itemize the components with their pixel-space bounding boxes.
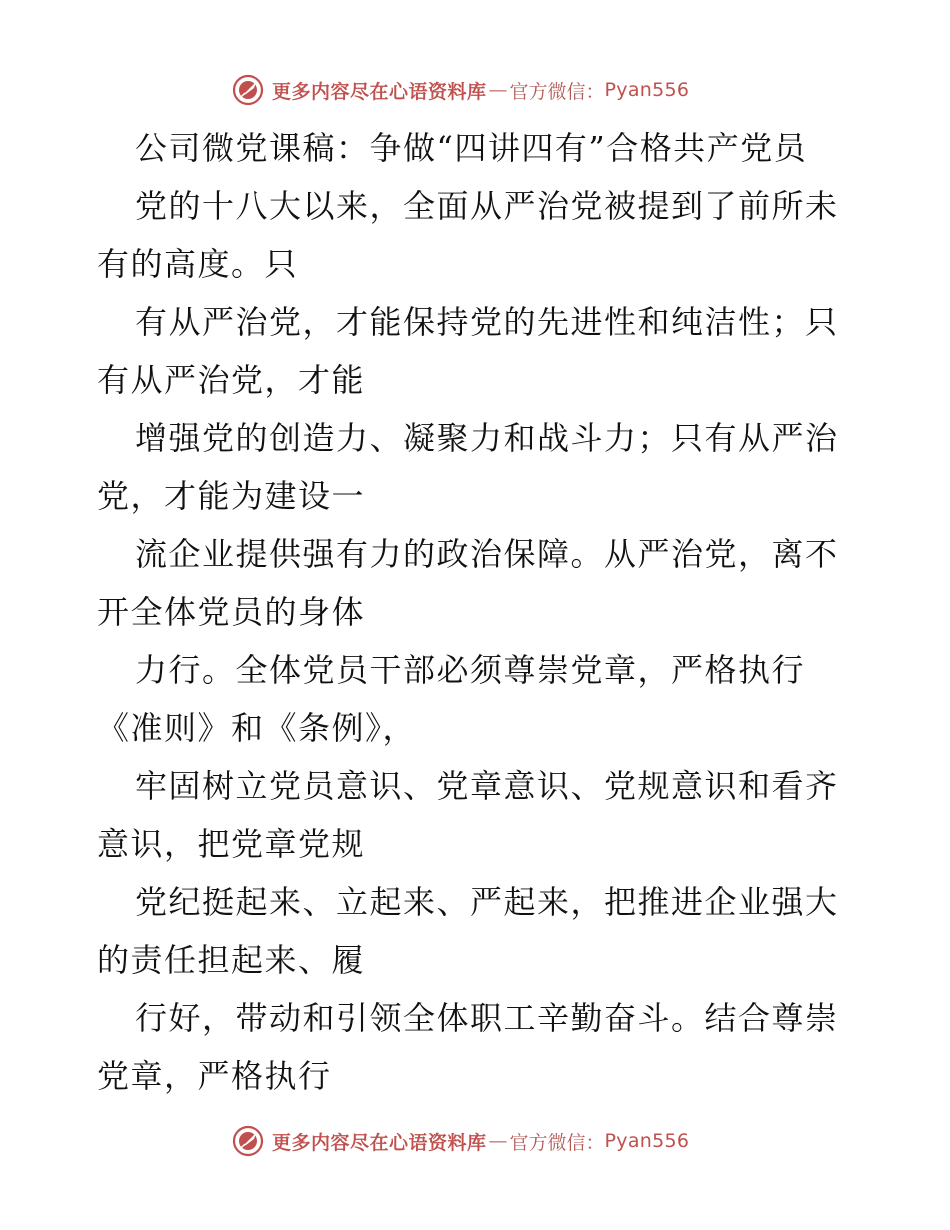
banner-text: 更多内容尽在心语资料库 (272, 80, 487, 103)
document-line: 党的十八大以来，全面从严治党被提到了前所未 (135, 187, 839, 225)
document-line: 有从严治党，才能 (97, 361, 366, 399)
document-line: 《准则》和《条例》， (97, 709, 417, 747)
header-banner (232, 73, 732, 107)
document-line: 牢固树立党员意识、党章意识、党规意识和看齐 (135, 767, 839, 805)
banner-label: 官方微信： (509, 80, 605, 103)
document-line: 的责任担起来、履 (97, 941, 366, 979)
document-line: 党，才能为建设一 (97, 477, 366, 515)
banner-wechat-id: Pyan556 (604, 1130, 690, 1152)
banner-label: 官方微信： (509, 1131, 605, 1154)
banner-wechat-id: Pyan556 (604, 79, 690, 101)
document-line: 有从严治党，才能保持党的先进性和纯洁性；只 (135, 303, 839, 341)
document-line: 行好，带动和引领全体职工辛勤奋斗。结合尊崇 (135, 999, 839, 1037)
document-line: 意识，把党章党规 (97, 825, 366, 863)
quill-seal-icon (232, 1125, 264, 1157)
document-line: 增强党的创造力、凝聚力和战斗力；只有从严治 (135, 419, 839, 457)
document-title: 公司微党课稿：争做“四讲四有”合格共产党员 (135, 129, 808, 167)
document-line: 力行。全体党员干部必须尊崇党章，严格执行 (135, 651, 806, 689)
document-line: 有的高度。只 (97, 245, 299, 283)
banner-separator: — (488, 1130, 508, 1152)
footer-banner (232, 1124, 732, 1158)
quill-seal-icon (232, 74, 264, 106)
document-line: 开全体党员的身体 (97, 593, 366, 631)
document-line: 流企业提供强有力的政治保障。从严治党，离不 (135, 535, 839, 573)
document-line: 党纪挺起来、立起来、严起来，把推进企业强大 (135, 883, 839, 921)
banner-text: 更多内容尽在心语资料库 (272, 1131, 487, 1154)
banner-separator: — (488, 79, 508, 101)
document-line: 党章，严格执行 (97, 1057, 332, 1095)
